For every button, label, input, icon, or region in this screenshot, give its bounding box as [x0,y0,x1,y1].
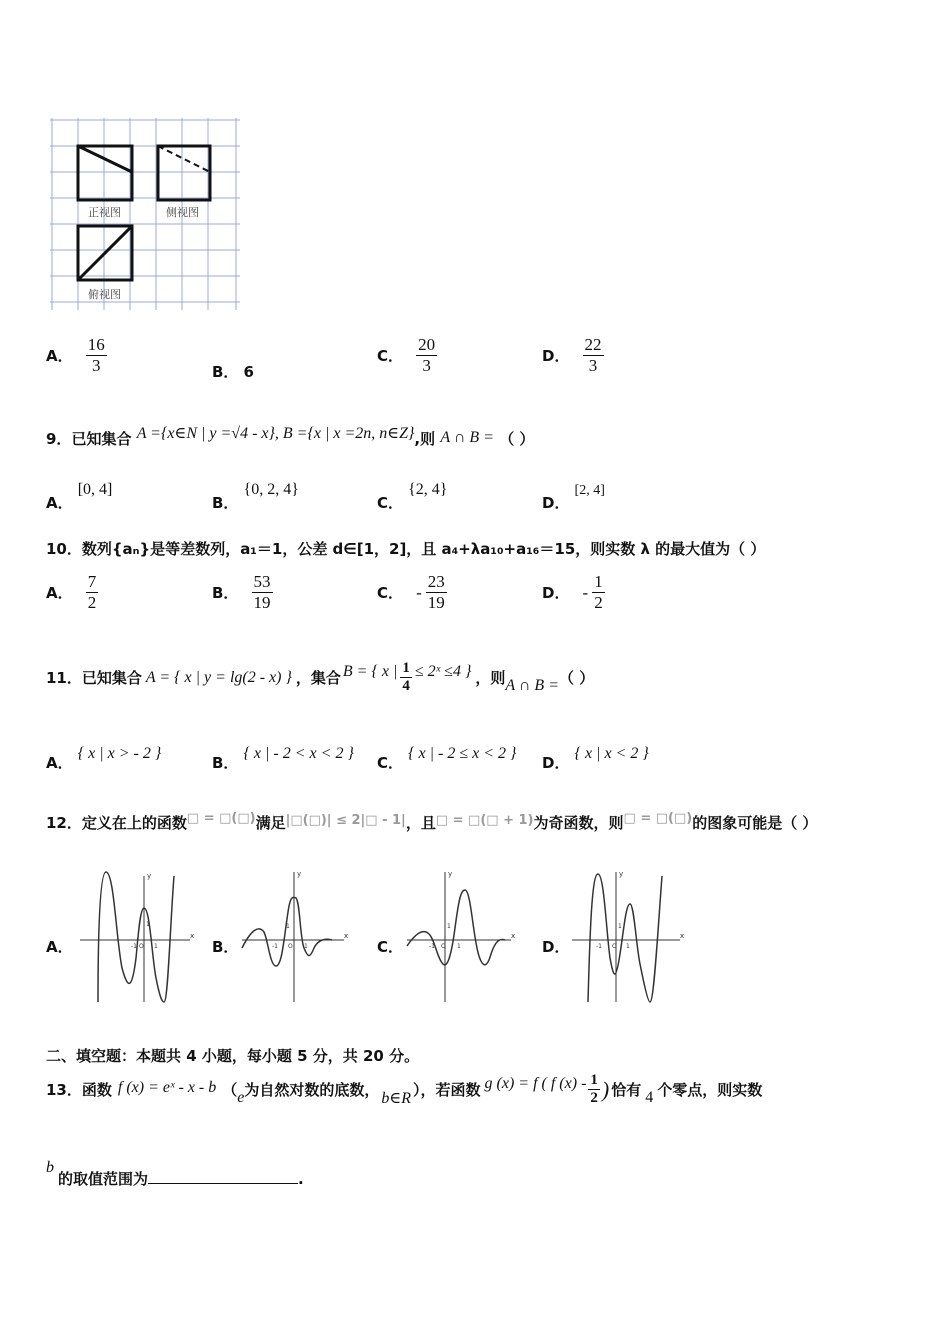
q9-expr: A ∩ B = [440,429,494,446]
q11-option-c[interactable] [377,742,517,772]
q12-option-b-letter: B． [212,938,239,956]
q9-option-b-letter: B． [212,494,239,512]
q10-option-d-letter: D． [542,584,570,602]
q12-d-tick-neg1: -1 [596,943,602,950]
q13-t7: 的取值范围为 [58,1170,149,1188]
q12-f2: |□(□)| ≤ 2|□ - 1| [285,813,406,828]
q9-option-a-value: [0, 4] [77,481,113,498]
q10-option-d[interactable] [542,572,605,613]
q10-option-a[interactable] [46,572,98,613]
q12-c-tick-neg1: -1 [429,943,435,950]
q11-set-b-post: ≤ 2ˣ ≤4 } [414,662,472,680]
q8-option-b[interactable] [212,361,254,382]
q12-t5: 为奇函数，则 [533,814,624,832]
q11-option-a[interactable] [46,742,162,772]
q11-paren: （ ） [558,669,595,687]
q13-t5: 恰有 [611,1081,642,1099]
q11-tail: ，则 [475,669,506,687]
q9-sets: A ={x∈N | y =√4 - x}, B ={x | x =2n, n∈Z} [136,425,415,442]
q11-option-a-letter: A． [46,754,73,772]
q8-option-c-letter: C． [377,347,404,365]
section-2-title: 二、填空题：本题共 4 小题，每小题 5 分，共 20 分。 [46,1047,420,1065]
q12-c-tick-y1: 1 [447,923,451,930]
q12-a-tick-1: 1 [154,943,158,950]
q13-b-in-r: b∈R [381,1089,412,1107]
q12-c-tick-o: O [441,943,446,950]
q13-continuation [46,1159,304,1189]
q12-f1: □ = □(□) [186,811,256,826]
q13-t1: 13．函数 [46,1081,112,1099]
q9-option-d-letter: D． [542,494,570,512]
q12-a-tick-o: O [139,943,144,950]
q13-answer-blank[interactable] [148,1169,298,1184]
q11-lead: 11．已知集合 [46,669,142,687]
q12-b-tick-1: 1 [304,943,308,950]
q10-option-c[interactable] [377,572,447,613]
q9-tail: ,则 [414,430,436,448]
q10-option-c-fraction: $\frac{23}{19}$ [427,572,445,612]
three-view-figure [50,118,240,310]
q12-option-d-letter: D． [542,938,570,956]
q12-a-tick-neg1: -1 [131,943,137,950]
q13-e: e [237,1088,245,1106]
q11-option-d-letter: D． [542,754,570,772]
q12-c-x-label: x [511,932,516,940]
q10-option-b-letter: B． [212,584,239,602]
q13-period: . [298,1170,304,1188]
q12-c-tick-1: 1 [457,943,461,950]
q10-option-a-letter: A． [46,584,73,602]
q11-set-b-pre: B = { x | [342,662,398,680]
q13-function-f: f (x) = eˣ - x - b [117,1078,217,1096]
q8-option-b-letter: B． [212,363,239,381]
q11-option-a-value: { x | x > - 2 } [77,745,162,762]
q12-t2: 上的函数 [126,814,187,832]
q9-option-c-letter: C． [377,494,404,512]
q12-f4: □ = □(□) [623,811,693,826]
q12-a-x-label: x [190,932,195,940]
q12-b-y-label: y [297,870,302,878]
three-view-grid [50,118,240,310]
q11-mid: ，集合 [295,669,341,687]
q12-option-a-letter: A． [46,938,73,956]
q12-t4: ，且 [405,814,436,832]
q12-option-c-letter: C． [377,938,404,956]
q9-option-a[interactable] [46,478,113,512]
q11-option-d[interactable] [542,742,649,772]
q12-d-tick-o: O [612,943,617,950]
q10-option-b-fraction: $\frac{53}{19}$ [253,572,271,612]
q9-number: 9． [46,430,72,448]
q13-t3: 为自然对数的底数， [244,1081,380,1099]
q9-option-b[interactable] [212,478,299,512]
q11-option-d-value: { x | x < 2 } [574,745,649,762]
q8-option-c[interactable] [377,335,437,376]
top-view-label: 俯视图 [88,288,121,301]
q13-four: 4 [645,1088,654,1106]
q13-t6: 个零点，则实数 [657,1081,763,1099]
q11-option-b-value: { x | - 2 < x < 2 } [243,745,354,762]
q12-graph-d [570,868,690,1008]
q11-expr: A ∩ B = [505,676,559,694]
q9-option-d[interactable] [542,478,605,512]
q8-option-d-fraction: $\frac{22}{3}$ [584,335,602,375]
q11-stem [46,660,594,695]
q12-b-tick-y1: 1 [286,923,290,930]
q8-option-a[interactable] [46,335,107,376]
q10-option-c-sign: - [416,582,422,602]
q11-option-c-value: { x | - 2 ≤ x < 2 } [408,745,517,762]
q9-lead: 已知集合 [71,430,132,448]
q9-paren: （ ） [499,430,535,448]
q12-graph-a [78,868,198,1008]
q12-t6: 的图象可能是（ ） [692,814,818,832]
q12-b-x-label: x [344,932,349,940]
q9-option-d-value: [2, 4] [574,483,605,498]
q11-set-b-fraction: $\frac{1}{4}$ [402,660,410,694]
q8-option-a-fraction: $\frac{16}{3}$ [87,335,105,375]
q11-set-a: A = { x | y = lg(2 - x) } [145,668,292,686]
q9-option-a-letter: A． [46,494,73,512]
q10-option-d-fraction: $\frac{1}{2}$ [594,572,603,612]
q13-b: b [46,1159,54,1176]
q10-option-b[interactable] [212,572,273,613]
q11-option-c-letter: C． [377,754,404,772]
q12-stem [46,812,817,833]
q12-a-y-label: y [147,872,152,880]
q11-option-b[interactable] [212,742,354,772]
q10-option-d-sign: - [582,582,589,602]
q12-c-y-label: y [448,870,453,878]
q13-t4: ），若函数 [413,1081,481,1099]
q12-b-tick-neg1: -1 [272,943,278,950]
side-view-label: 侧视图 [166,206,199,219]
q8-option-d-letter: D． [542,347,570,365]
q12-d-x-label: x [680,932,685,940]
q12-f3: □ = □(□ + 1) [435,813,534,828]
q10-stem: 10．数列{aₙ}是等差数列，a₁＝1，公差 d∈[1，2]，且 a₄+λa₁₀+a₁₆＝15，则实数 λ 的最大值为（ ） [46,540,766,558]
q13-g-fraction: $\frac{1}{2}$ [590,1072,598,1106]
front-view-label: 正视图 [88,206,121,219]
q13-function-g-pre: g (x) = f ( f (x) - [484,1074,587,1092]
q12-a-tick-y1: 1 [146,921,150,928]
q12-t1: 12．定义在 [46,814,127,832]
q8-option-d[interactable] [542,335,604,376]
q8-option-b-value: 6 [243,363,254,381]
q11-option-b-letter: B． [212,754,239,772]
q12-d-tick-y1: 1 [618,923,622,930]
q8-option-a-letter: A． [46,347,73,365]
q10-option-c-letter: C． [377,584,404,602]
q8-option-c-fraction: $\frac{20}{3}$ [418,335,436,375]
q12-t3: 满足 [255,814,286,832]
q13-function-g-post: ) [601,1076,610,1102]
q9-option-c-value: {2, 4} [408,481,448,498]
q13-t2: （ [222,1081,238,1099]
q10-option-a-fraction: $\frac{7}{2}$ [87,572,97,612]
q12-graph-b [240,868,360,1008]
q9-stem [46,425,535,449]
q12-graph-c [405,868,525,1008]
q9-option-b-value: {0, 2, 4} [243,481,299,498]
q12-d-y-label: y [619,870,624,878]
q9-option-c[interactable] [377,478,448,512]
q12-d-tick-1: 1 [626,943,630,950]
q12-b-tick-o: O [288,943,293,950]
q13-stem [46,1072,762,1107]
